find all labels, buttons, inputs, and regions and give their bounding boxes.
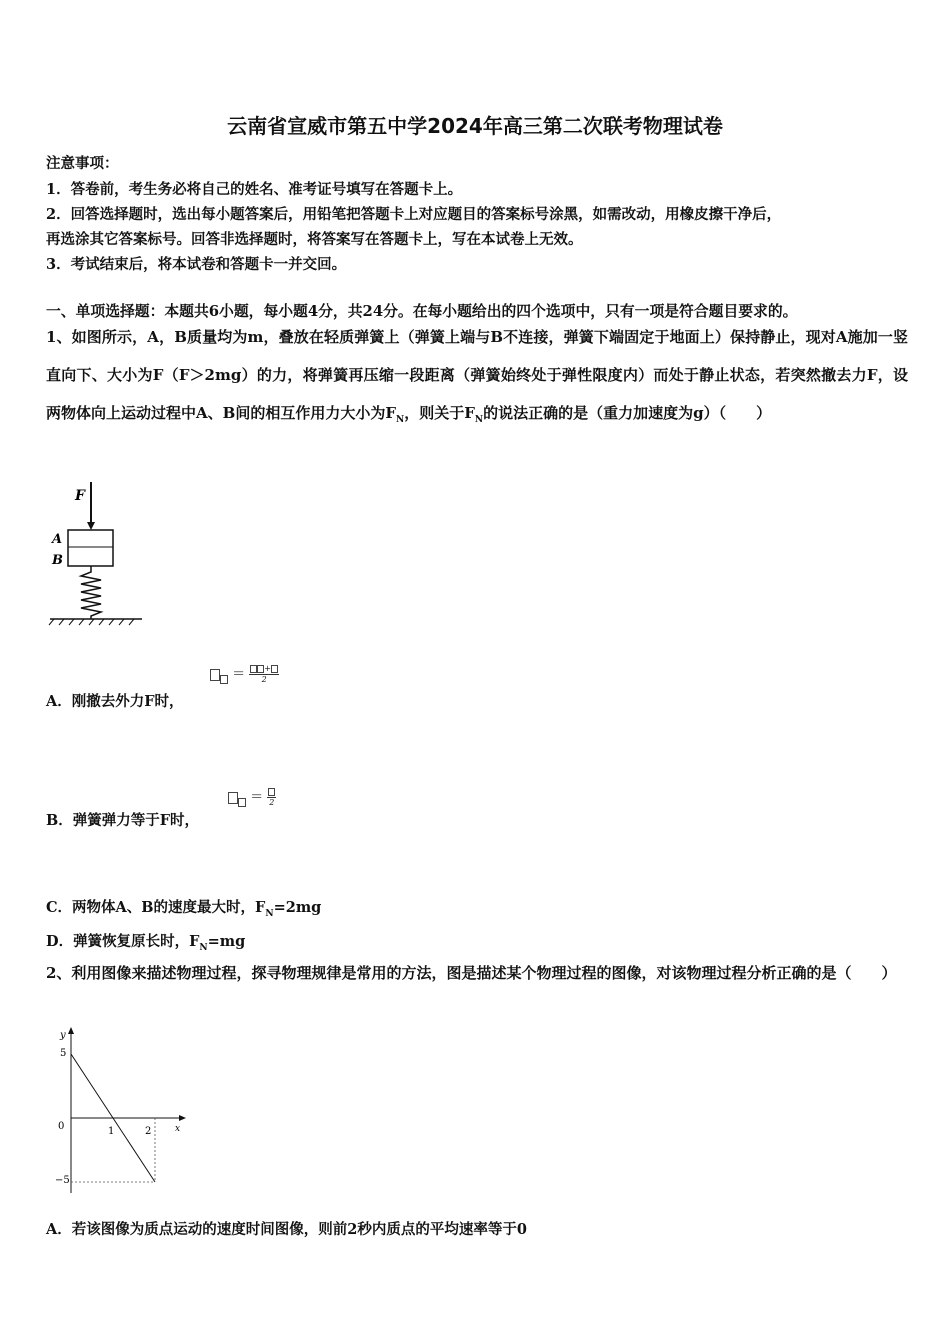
note-item-1: 1．答卷前，考生务必将自己的姓名、准考证号填写在答题卡上。 [46, 181, 463, 198]
x-axis-arrow [179, 1115, 186, 1121]
block-ab [68, 530, 113, 566]
formula-equals: ＝ [250, 790, 264, 805]
q1-option-c: C．两物体A、B的速度最大时，$F_N=2mg$ [46, 899, 322, 919]
q1-option-a: A．刚撤去外力F时， [46, 693, 184, 710]
note-item-2-cont: 再选涂其它答案标号。回答非选择题时，将答案写在答题卡上，写在本试卷上无效。 [46, 231, 583, 248]
x-axis-label: x [175, 1124, 181, 1134]
formula-equals: ＝ [232, 667, 246, 682]
q1-stem-a: 1、如图所示，A，B质量均为m，叠放在轻质弹簧上（弹簧上端与B不连接，弹簧下端固定于地面上）保持静止，现对A施加一竖直向下、大小为F（F＞2mg）的力，将弹簧再压缩一段距离（弹簧始终处于弹性限度内）而处于静止状态，若突然撤去力F，设两物体向上运动过程中A、B间的相互作用力大小为F [46, 328, 908, 422]
q1-sub-n-2: N [474, 415, 484, 425]
formula-fraction: $\frac{+}{2}$ [249, 664, 279, 685]
force-label: F [75, 488, 85, 504]
formula-placeholder [210, 669, 220, 681]
q1-stem-b: ，则关于F [404, 404, 475, 422]
formula-fraction: 2 [267, 787, 276, 808]
line-graph [46, 1025, 196, 1200]
x-tick-1: 1 [108, 1126, 115, 1137]
q1-option-b: B．弹簧弹力等于F时， [46, 812, 200, 829]
q1-option-d: D．弹簧恢复原长时，$F_N=mg$ [46, 933, 246, 953]
force-arrow-head [87, 522, 95, 530]
q1-option-b-formula [228, 786, 276, 808]
label-b: B [52, 553, 63, 568]
notes-heading: 注意事项： [46, 155, 119, 172]
question-1-stem [46, 318, 908, 439]
q2-option-a: A．若该图像为质点运动的速度时间图像，则前2秒内质点的平均速率等于0 [46, 1221, 527, 1238]
y-tick-bottom: −5 [55, 1175, 70, 1186]
formula-placeholder [228, 792, 238, 804]
formula-placeholder-sub [238, 798, 246, 807]
q1-stem-c: 的说法正确的是（重力加速度为g）（ ） [483, 404, 772, 422]
ground-hatch [49, 619, 134, 625]
page-title: 云南省宣威市第五中学2024年高三第二次联考物理试卷 [227, 114, 723, 138]
formula-placeholder-sub [220, 675, 228, 684]
x-tick-2: 2 [145, 1126, 152, 1137]
y-axis-label: y [60, 1030, 66, 1041]
question-2-stem: 2、利用图像来描述物理过程，探寻物理规律是常用的方法，图是描述某个物理过程的图像，对该物理过程分析正确的是（ ） [46, 964, 897, 982]
section-heading: 一、单项选择题：本题共6小题，每小题4分，共24分。在每小题给出的四个选项中，只有一项是符合题目要求的。 [46, 303, 798, 320]
y-axis-arrow [68, 1027, 74, 1034]
q1-sub-n: N [395, 415, 405, 425]
note-item-2: 2．回答选择题时，选出每小题答案后，用铅笔把答题卡上对应题目的答案标号涂黑，如需改动，用橡皮擦干净后， [46, 206, 782, 223]
spring-figure [46, 480, 156, 630]
origin-label: 0 [58, 1121, 65, 1132]
label-a: A [52, 532, 63, 547]
spring [81, 566, 101, 619]
note-item-3: 3．考试结束后，将本试卷和答题卡一并交回。 [46, 256, 347, 273]
y-tick-top: 5 [60, 1048, 67, 1059]
q1-option-a-formula [210, 663, 279, 685]
